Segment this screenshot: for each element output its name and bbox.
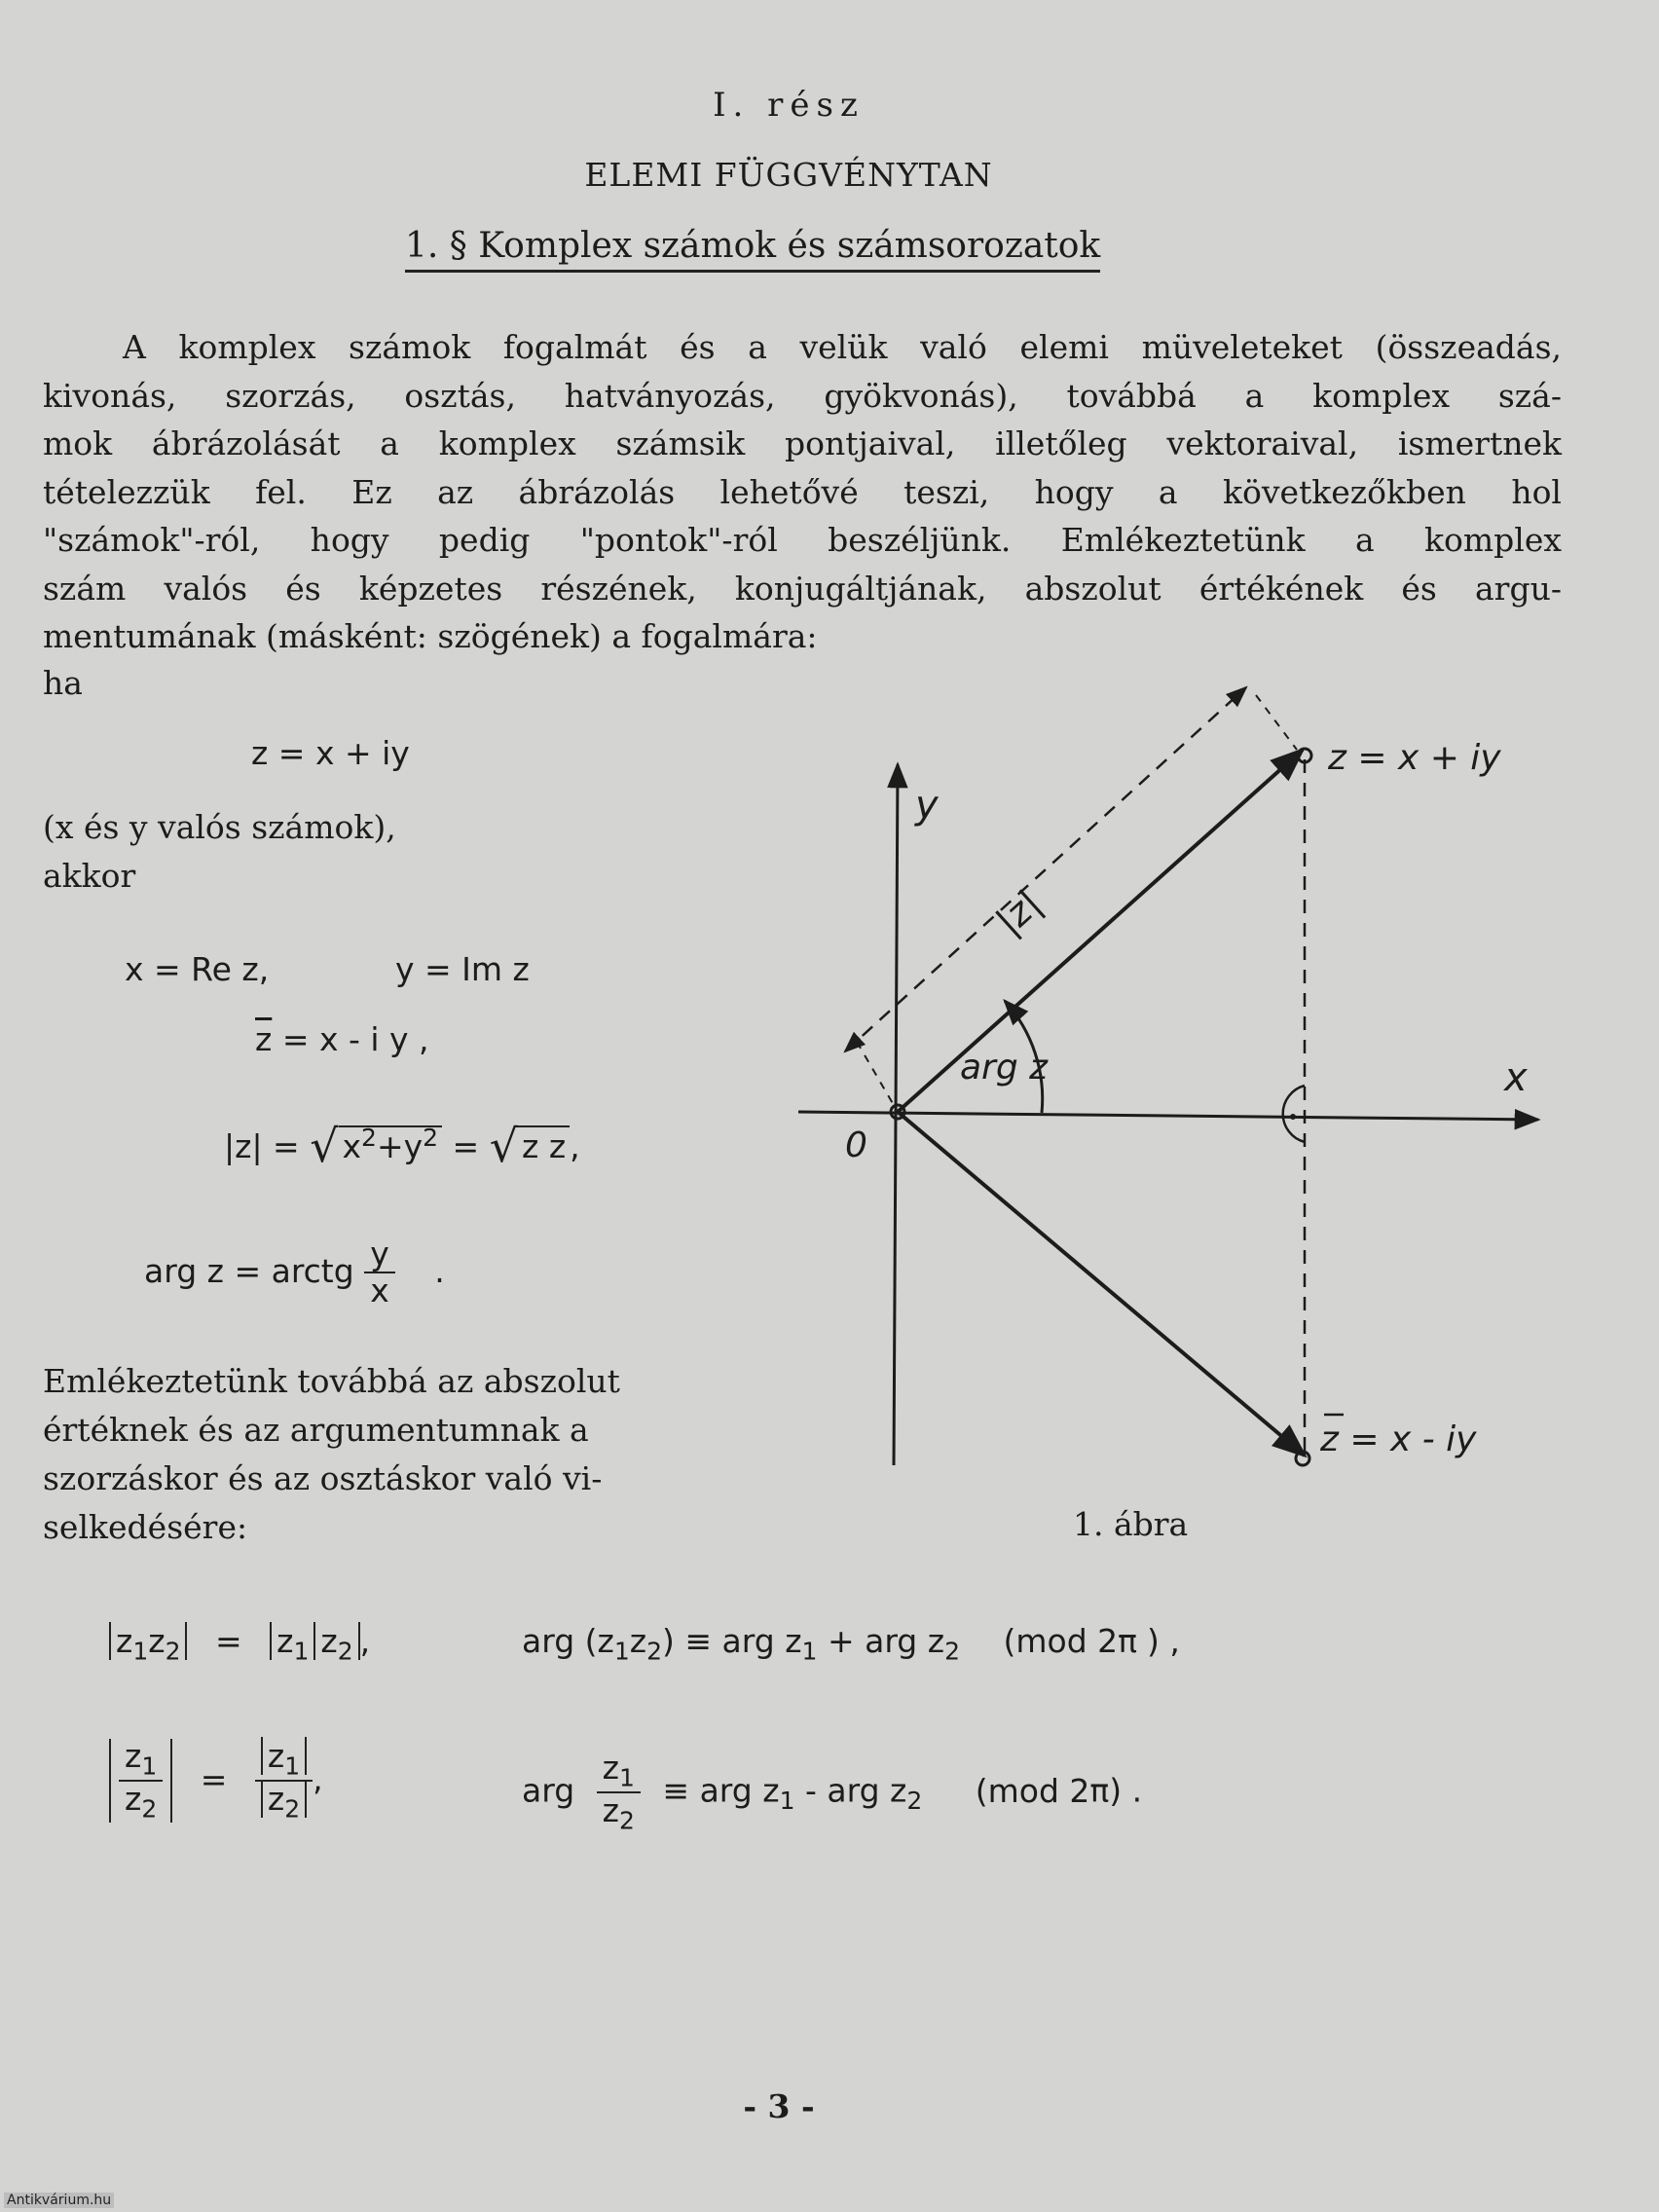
sub: 2 — [944, 1637, 960, 1666]
sqrt-icon: √ — [310, 1120, 339, 1172]
comma: , — [313, 1759, 323, 1798]
mod-close: ) . — [1109, 1771, 1143, 1810]
dimension-tick — [857, 1042, 898, 1112]
label-modulus: |z| — [987, 881, 1050, 943]
mod-open: (mod 2 — [975, 1771, 1090, 1810]
sub: 1 — [293, 1637, 310, 1666]
sub: 2 — [619, 1806, 635, 1835]
equation-argument — [144, 1236, 445, 1309]
label-origin: 0 — [845, 1125, 867, 1165]
pi-symbol: π — [1118, 1622, 1138, 1660]
sub: 2 — [906, 1787, 923, 1816]
minus-arg: - arg — [804, 1771, 880, 1810]
sub: 1 — [801, 1637, 818, 1666]
sym: z — [267, 1780, 285, 1819]
exponent: 2 — [423, 1124, 439, 1152]
radicand-zz-text: z z — [522, 1127, 567, 1165]
fraction-denominator — [597, 1793, 641, 1834]
conjugate-rhs: = x - i y , — [281, 1020, 429, 1058]
arg-word: arg — [522, 1622, 575, 1660]
sym: z — [602, 1749, 619, 1787]
radicand — [339, 1125, 443, 1165]
conjugate-z: $\overline{z}$ — [255, 1020, 273, 1058]
section-title: 1. § Komplex számok és számsorozatok — [405, 226, 1100, 273]
x-axis — [798, 1112, 1538, 1120]
sub: 1 — [132, 1637, 149, 1666]
equation-z: z = x + iy — [251, 734, 410, 772]
modulus-dimension — [845, 687, 1246, 1051]
intro-line: "számok"-ról, hogy pedig "pontok"-ról beszéljünk. Emlékeztetünk a komplex — [43, 521, 1562, 559]
remind-line: értéknek és az argumentumnak a — [43, 1411, 589, 1449]
equals: = — [214, 1622, 242, 1660]
sym: z — [276, 1622, 294, 1660]
fraction-z1-z2 — [119, 1739, 163, 1823]
comma: , — [359, 1622, 371, 1660]
equals: = — [200, 1759, 228, 1798]
sym: z — [890, 1771, 907, 1810]
sub: 1 — [613, 1637, 630, 1666]
abs-quotient — [109, 1739, 172, 1823]
sym: z — [116, 1622, 133, 1660]
text-ha: ha — [43, 664, 83, 702]
remind-line: selkedésére: — [43, 1508, 248, 1546]
figure-caption: 1. ábra — [1073, 1505, 1189, 1543]
argument-end: . — [434, 1251, 445, 1290]
sym: z — [267, 1737, 285, 1775]
sub: 2 — [165, 1637, 181, 1666]
exponent: 2 — [361, 1124, 377, 1152]
sub: 2 — [337, 1637, 353, 1666]
fraction-numerator: y — [364, 1236, 395, 1273]
remind-line: Emlékeztetünk továbbá az abszolut — [43, 1362, 620, 1400]
arg-word: arg — [721, 1622, 775, 1660]
sub: 2 — [646, 1637, 663, 1666]
plus-arg: + arg — [827, 1622, 918, 1660]
modulus-eq: = — [452, 1127, 480, 1165]
complex-plane-figure — [779, 672, 1558, 1499]
abs-z1 — [270, 1622, 315, 1666]
radicand-y: +y — [376, 1127, 424, 1165]
remind-line: szorzáskor és az osztáskor való vi- — [43, 1459, 603, 1497]
mod-close: ) , — [1147, 1622, 1180, 1660]
equation-re: x = Re z, — [125, 950, 270, 988]
fraction-abs-z1-abs-z2 — [255, 1739, 313, 1823]
intro-line: kivonás, szorzás, osztás, hatványozás, gyökvonás), továbbá a komplex szá- — [43, 376, 1562, 415]
equation-modulus — [224, 1120, 580, 1172]
intro-line: A komplex számok fogalmát és a velük való elemi müveleteket (összeadás, — [123, 328, 1562, 366]
y-axis — [894, 764, 898, 1465]
fraction-denominator — [119, 1782, 163, 1823]
abs-z1 — [261, 1737, 307, 1781]
fraction-y-x — [364, 1236, 395, 1309]
vector-z-conjugate — [898, 1112, 1305, 1456]
intro-line: mok ábrázolását a komplex számsik pontjaival, illetőleg vektoraival, ismertnek — [43, 424, 1562, 462]
sym: z — [785, 1622, 802, 1660]
mod-open: (mod 2 — [1003, 1622, 1119, 1660]
text-xy-real: (x és y valós számok), — [43, 808, 396, 846]
arg-word: arg — [699, 1771, 753, 1810]
sub: 1 — [284, 1751, 301, 1781]
argument-lhs: arg z = arctg — [144, 1251, 354, 1290]
modulus-lhs: |z| = — [224, 1127, 300, 1165]
intro-line: mentumának (másként: szögének) a fogalmára: — [43, 617, 818, 655]
congruence: ≡ — [684, 1622, 713, 1660]
fraction-numerator — [255, 1739, 313, 1782]
sub: 1 — [619, 1763, 635, 1792]
equation-conjugate — [255, 1020, 429, 1058]
watermark: Antikvárium.hu — [4, 2193, 114, 2208]
sym: z — [762, 1771, 780, 1810]
modulus-end: , — [570, 1127, 580, 1165]
label-x: x — [1504, 1055, 1528, 1100]
page-number: - 3 - — [743, 2087, 815, 2125]
formula-quotient-abs — [109, 1739, 323, 1823]
sym: z — [629, 1622, 647, 1660]
congruence: ≡ — [662, 1771, 690, 1810]
equation-im: y = Im z — [395, 950, 530, 988]
arg-word: arg — [522, 1771, 575, 1810]
sym: z — [320, 1622, 338, 1660]
fraction-numerator — [119, 1739, 163, 1782]
formula-quotient-arg — [522, 1751, 1142, 1834]
right-angle-mark — [1283, 1086, 1305, 1142]
radicand-zz — [518, 1125, 570, 1165]
pi-symbol: π — [1089, 1771, 1110, 1810]
formula-product-abs — [109, 1622, 370, 1666]
intro-paragraph — [43, 323, 1562, 661]
fraction-denominator: x — [370, 1272, 389, 1310]
sub: 1 — [141, 1751, 158, 1781]
text-akkor: akkor — [43, 857, 136, 895]
dimension-tick — [1256, 695, 1297, 750]
abs-z1z2 — [109, 1622, 187, 1666]
right-angle-dot — [1290, 1114, 1296, 1120]
intro-line: tételezzük fel. Ez az ábrázolás lehetővé teszi, hogy a következőkben hol — [43, 472, 1562, 511]
label-z: z = x + iy — [1328, 738, 1501, 778]
formula-product-arg: arg $(z_1z_2)$ ≡ arg $z_1$ + arg $z_2$ (mod 2π ) , — [522, 1622, 1180, 1666]
label-z-conjugate: z = x - iy — [1320, 1419, 1477, 1459]
intro-line: szám valós és képzetes részének, konjugáltjának, abszolut értékének és argu- — [43, 569, 1562, 608]
remind-paragraph — [43, 1357, 620, 1552]
abs-z2 — [315, 1622, 359, 1666]
sym: z — [125, 1737, 142, 1775]
part-heading: I. rész — [713, 86, 865, 125]
abs-z2 — [261, 1780, 307, 1824]
chapter-title: ELEMI FÜGGVÉNYTAN — [584, 156, 993, 194]
sub: 2 — [141, 1794, 158, 1824]
label-y: y — [915, 783, 939, 828]
fraction-denominator — [255, 1782, 313, 1823]
sqrt-icon: √ — [489, 1120, 519, 1172]
fraction-z1-z2 — [597, 1751, 641, 1834]
fraction-numerator — [597, 1751, 641, 1793]
radicand-x: x — [342, 1127, 362, 1165]
sym: z — [148, 1622, 166, 1660]
sym: z — [602, 1791, 619, 1830]
sub: 1 — [779, 1787, 795, 1816]
label-arg: arg z — [960, 1048, 1049, 1088]
sym: z — [597, 1622, 614, 1660]
sym: z — [125, 1780, 142, 1819]
vector-z — [898, 750, 1303, 1112]
sym: z — [927, 1622, 945, 1660]
sub: 2 — [284, 1794, 301, 1824]
